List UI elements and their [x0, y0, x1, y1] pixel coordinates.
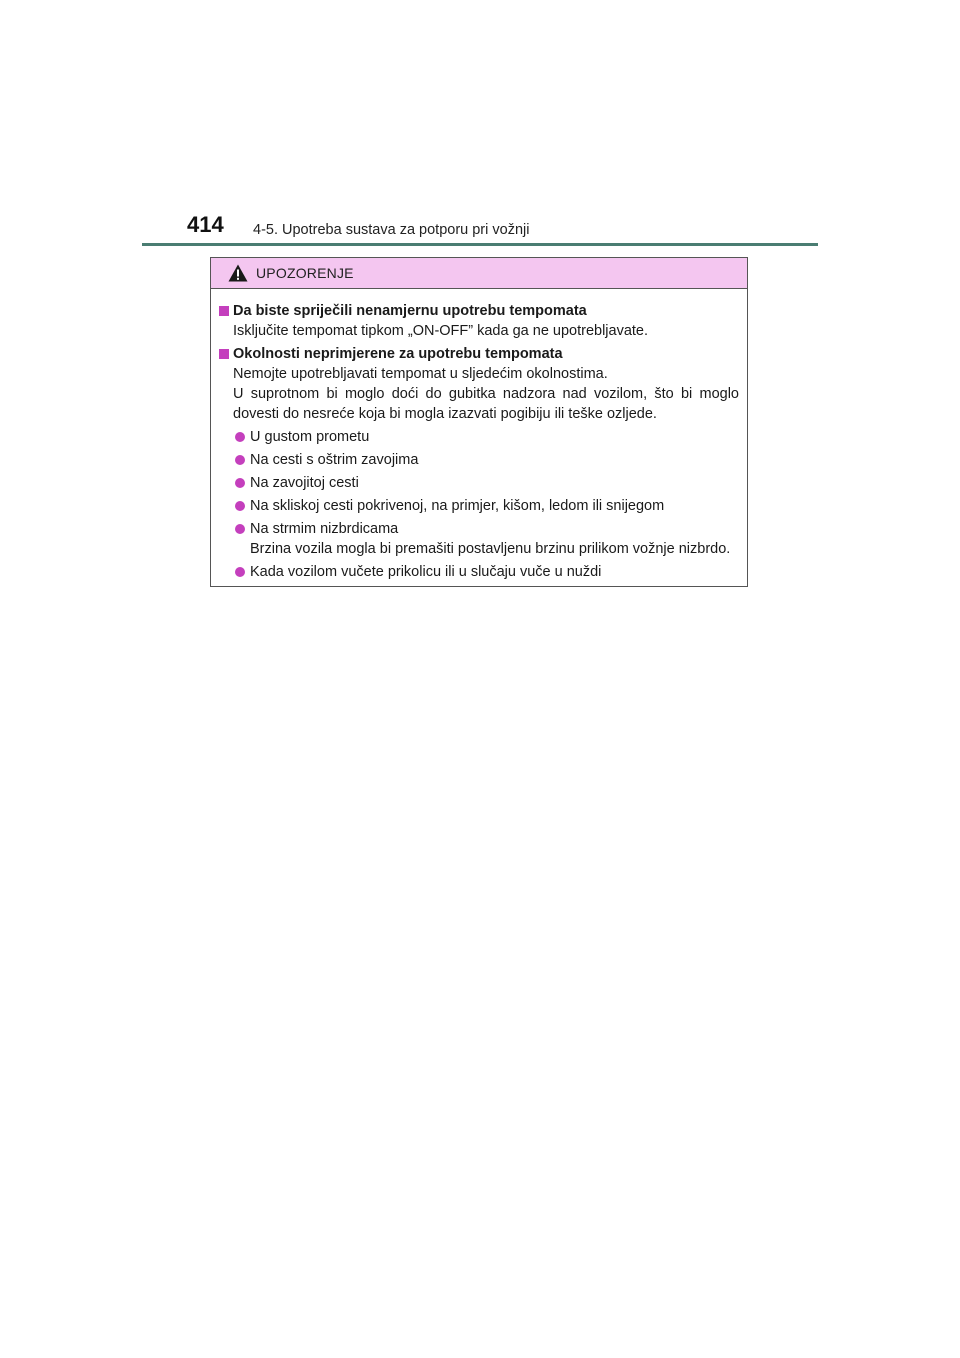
- warning-body: [211, 289, 747, 582]
- square-bullet-icon: [219, 306, 229, 316]
- header-divider: [142, 243, 818, 246]
- list-item-subtext: Brzina vozila mogla bi premašiti postavljenu brzinu prilikom vožnje nizbrdo.: [250, 541, 731, 557]
- list-item-text: Na strmim nizbrdicama: [250, 521, 399, 537]
- paragraph: Isključite tempomat tipkom „ON-OFF” kada ga ne upotrebljavate.: [233, 323, 649, 339]
- list-item-text: Na skliskoj cesti pokrivenoj, na primjer, kišom, ledom ili snijegom: [250, 498, 665, 514]
- list-item: [219, 519, 739, 559]
- circle-bullet-icon: [235, 478, 245, 488]
- circle-bullet-icon: [235, 455, 245, 465]
- warning-section: [219, 301, 739, 341]
- section-text: [219, 364, 739, 424]
- page-header: [187, 212, 827, 242]
- circle-bullet-icon: [235, 567, 245, 577]
- square-bullet-icon: [219, 349, 229, 359]
- circle-bullet-icon: [235, 501, 245, 511]
- list-item: [219, 496, 739, 516]
- list-item-text: U gustom prometu: [250, 429, 370, 445]
- warning-box: [210, 257, 748, 587]
- list-item-text: Na cesti s oštrim zavojima: [250, 452, 419, 468]
- warning-section: [219, 344, 739, 582]
- list-item: [219, 473, 739, 493]
- circle-bullet-icon: [235, 432, 245, 442]
- section-heading-text: Da biste spriječili nenamjernu upotrebu tempomata: [233, 303, 587, 319]
- paragraph: U suprotnom bi moglo doći do gubitka nadzora nad vozilom, što bi moglo dovesti do nesreće koja bi mogla izazvati pogibiju ili teške ozljede.: [233, 386, 739, 422]
- paragraph: Nemojte upotrebljavati tempomat u sljedećim okolnostima.: [233, 366, 608, 382]
- list-item: [219, 450, 739, 470]
- list-item-text: Kada vozilom vučete prikolicu ili u slučaju vuče u nuždi: [250, 564, 602, 580]
- warning-title: UPOZORENJE: [256, 265, 354, 281]
- section-title: 4-5. Upotreba sustava za potporu pri vožnji: [253, 222, 530, 238]
- warning-header: [211, 258, 747, 289]
- section-text: [219, 321, 739, 341]
- section-heading: [219, 344, 739, 364]
- circle-bullet-icon: [235, 524, 245, 534]
- section-heading-text: Okolnosti neprimjerene za upotrebu tempomata: [233, 346, 563, 362]
- list-item: [219, 562, 739, 582]
- page-number: 414: [187, 212, 224, 237]
- bullet-list: [219, 427, 739, 582]
- warning-triangle-icon: [228, 264, 248, 282]
- section-heading: [219, 301, 739, 321]
- list-item-text: Na zavojitoj cesti: [250, 475, 359, 491]
- list-item: [219, 427, 739, 447]
